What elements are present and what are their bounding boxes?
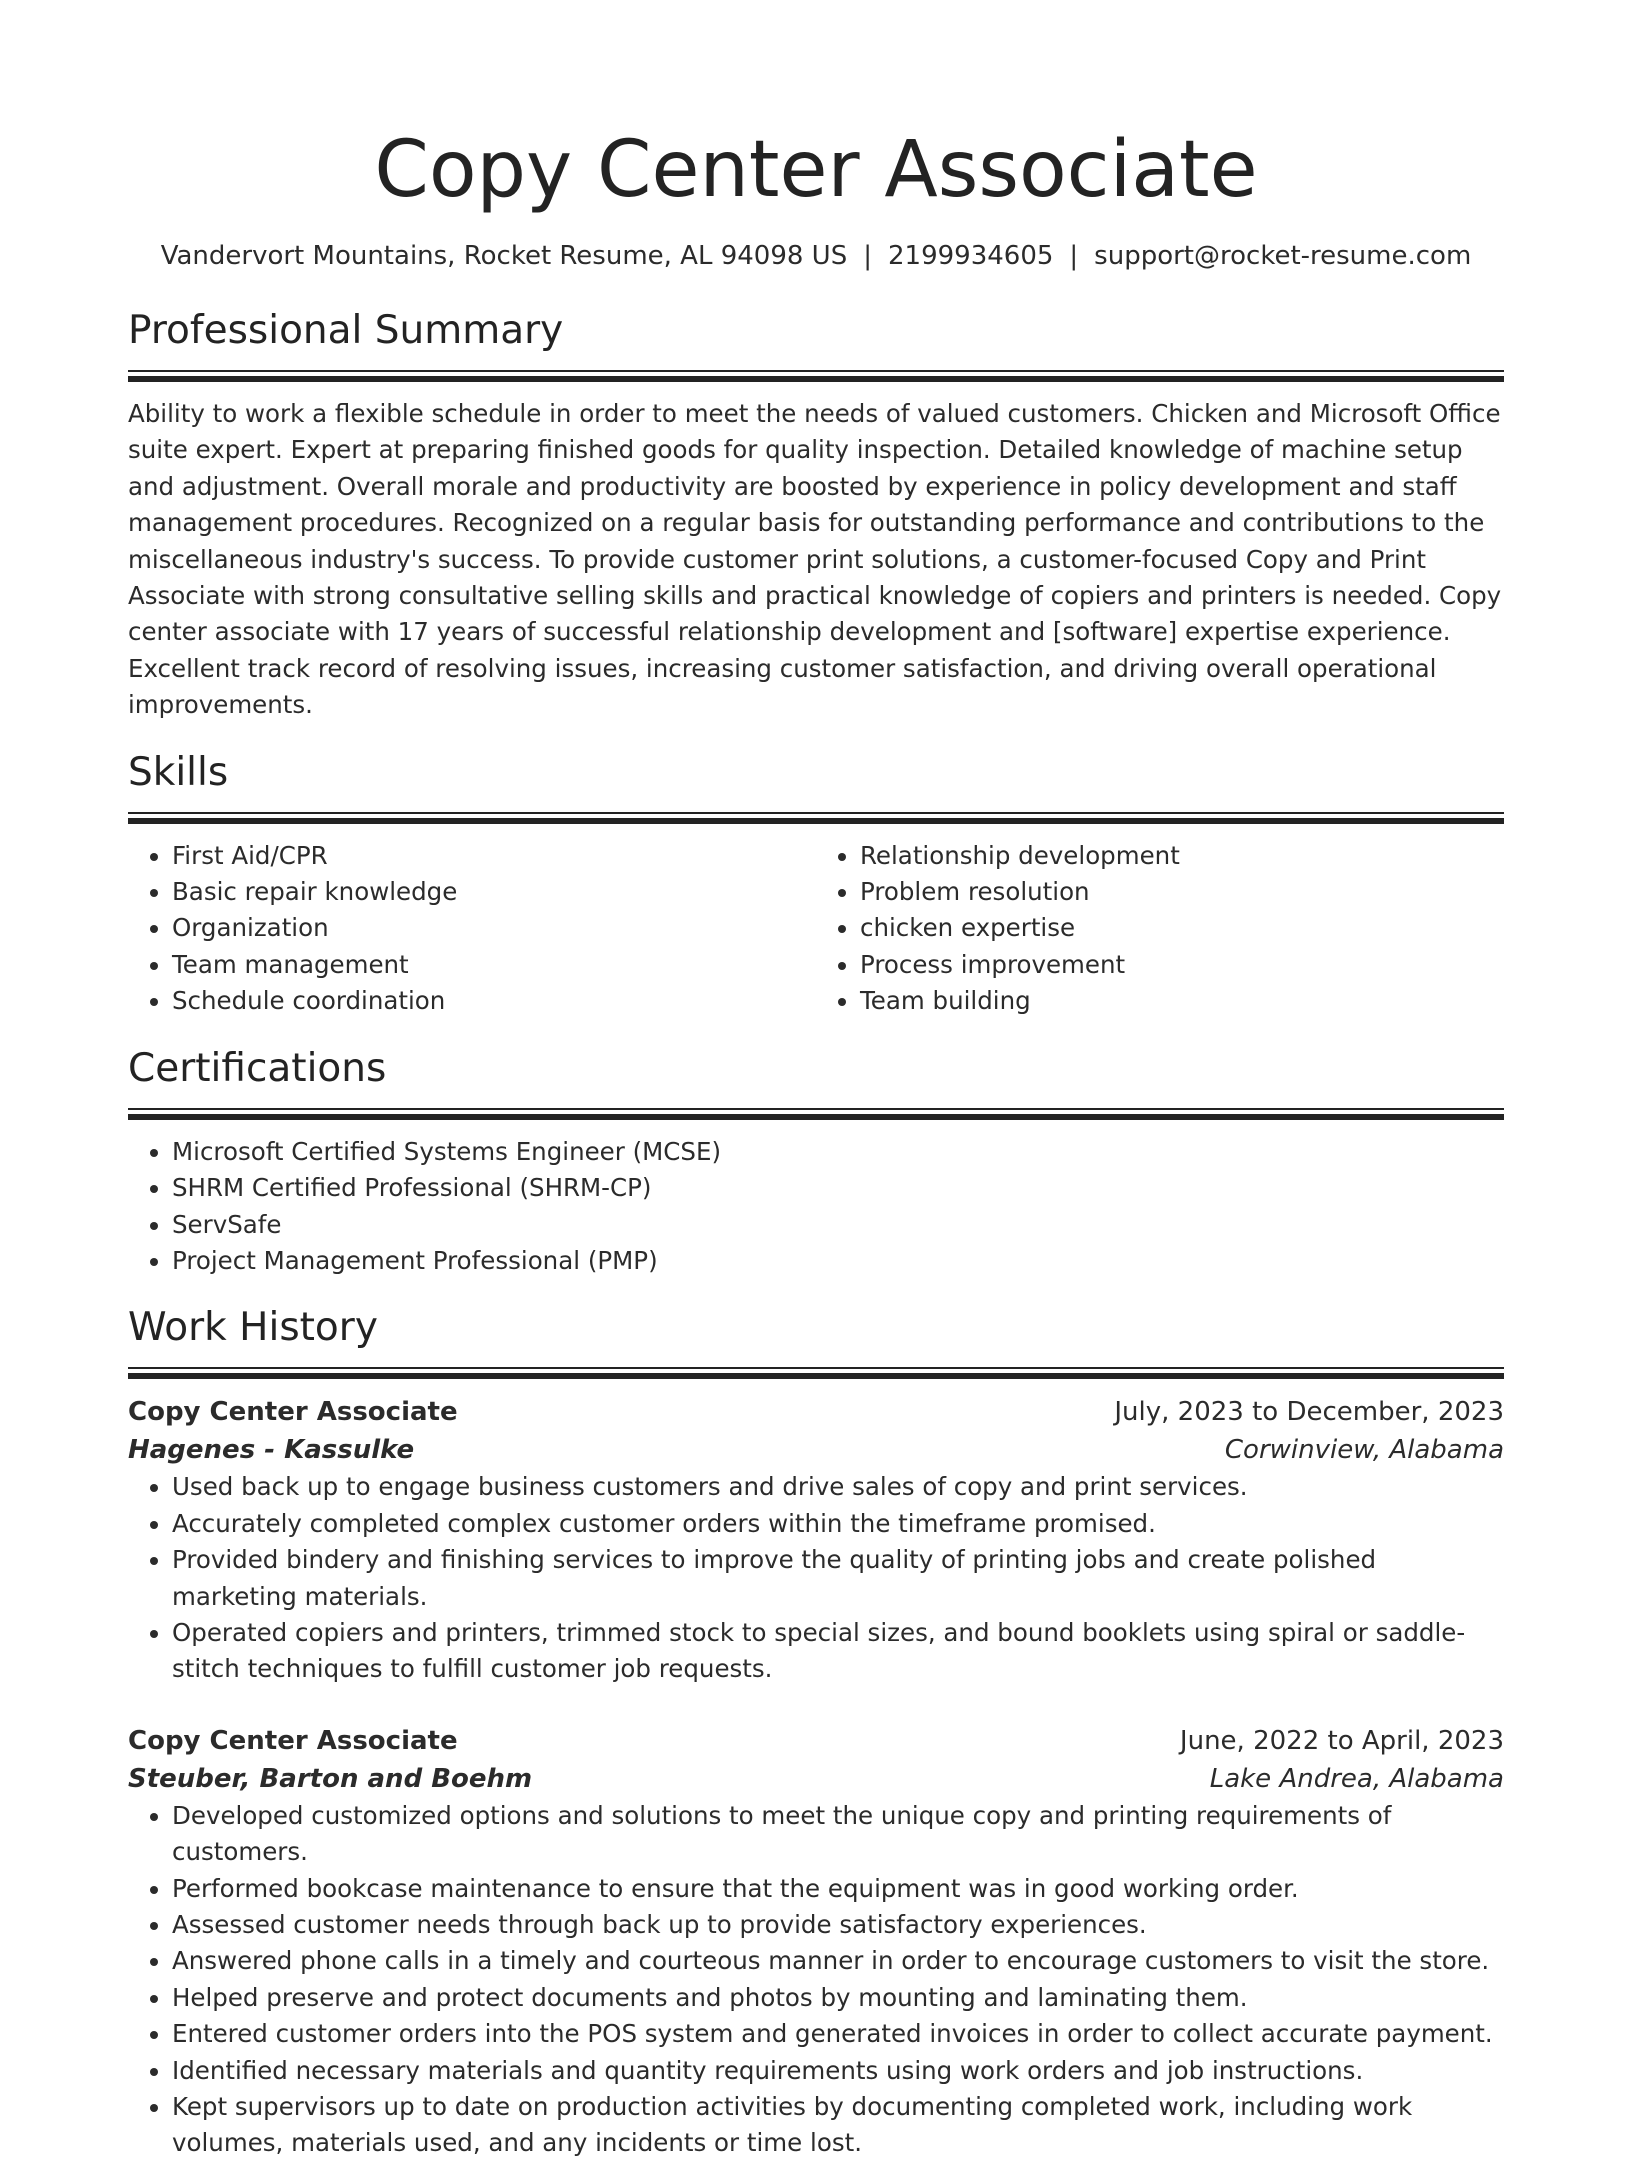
summary-text: Ability to work a flexible schedule in order to meet the needs of valued customers. Chicken and Microsoft Office suite expert. Expert at preparing finished goods for quality inspection. Detailed knowledge of machine setup and adjustment. Overall morale and productivity are boosted by experience in policy development and staff management procedures. Recognized on a regular basis for outstanding performance and contributions to the miscellaneous industry's success. To provide customer print solutions, a customer-focused Copy and Print Associate with strong consultative selling skills and practical knowledge of copiers and printers is needed. Copy center associate with 17 years of successful relationship development and [software] expertise experience. Excellent track record of resolving issues, increasing customer satisfaction, and driving overall operational improvements. <box>128 399 1502 720</box>
job-header-row <box>128 1722 1504 1760</box>
section-divider <box>128 370 1504 382</box>
work-history-section <box>128 1303 1504 2162</box>
skill-item: • First Aid/CPR <box>172 838 816 874</box>
skills-section <box>128 748 1504 1020</box>
job-bullets <box>128 1469 1504 1687</box>
certification-item: • ServSafe <box>172 1207 1504 1243</box>
job-bullet: • Used back up to engage business customers and drive sales of copy and print services. <box>172 1469 1504 1505</box>
job-title: Copy Center Associate <box>128 1725 458 1756</box>
skill-item: • Team management <box>172 947 816 983</box>
summary-section <box>128 306 1504 724</box>
certification-item: • Microsoft Certified Systems Engineer (MCSE) <box>172 1134 1504 1170</box>
job-bullet: • Helped preserve and protect documents and photos by mounting and laminating them. <box>172 1980 1504 2016</box>
section-divider <box>128 1367 1504 1379</box>
contact-separator: | <box>863 241 872 271</box>
job-header-row <box>128 1393 1504 1431</box>
skill-item: • Schedule coordination <box>172 983 816 1019</box>
job-entry <box>128 1722 1504 2162</box>
job-bullet: • Kept supervisors up to date on production activities by documenting completed work, including work volumes, materials used, and any incidents or time lost. <box>172 2089 1504 2162</box>
job-bullet: • Developed customized options and solutions to meet the unique copy and printing requirements of customers. <box>172 1798 1504 1871</box>
job-bullets <box>128 1798 1504 2162</box>
job-location: Corwinview, Alabama <box>1224 1435 1504 1466</box>
section-divider <box>128 812 1504 824</box>
job-bullet: • Operated copiers and printers, trimmed stock to special sizes, and bound booklets using spiral or saddle-stitch techniques to fulfill customer job requests. <box>172 1615 1504 1688</box>
job-entry <box>128 1393 1504 1687</box>
skill-item: • chicken expertise <box>860 910 1504 946</box>
job-company-row <box>128 1760 1504 1798</box>
skills-grid <box>128 838 1504 1020</box>
contact-address: Vandervort Mountains, Rocket Resume, AL 94098 US <box>160 241 848 271</box>
job-title: Copy Center Associate <box>128 1397 458 1428</box>
skill-item: • Team building <box>860 983 1504 1019</box>
resume-page <box>128 0 1504 2162</box>
job-dates: June, 2022 to April, 2023 <box>1179 1725 1504 1756</box>
section-title-certifications: Certifications <box>128 1045 387 1091</box>
skill-item: • Organization <box>172 910 816 946</box>
contact-separator: | <box>1069 241 1079 271</box>
contact-phone: 2199934605 <box>887 241 1054 271</box>
job-bullet: • Identified necessary materials and quantity requirements using work orders and job instructions. <box>172 2053 1504 2089</box>
skills-list-left <box>128 838 816 1020</box>
resume-name: Copy Center Associate <box>374 125 1258 215</box>
job-bullet: • Provided bindery and finishing services to improve the quality of printing jobs and create polished marketing materials. <box>172 1542 1504 1615</box>
job-location: Lake Andrea, Alabama <box>1209 1763 1504 1794</box>
job-bullet: • Accurately completed complex customer orders within the timeframe promised. <box>172 1506 1504 1542</box>
section-title-work-history: Work History <box>128 1305 378 1351</box>
section-divider <box>128 1108 1504 1120</box>
job-dates: July, 2023 to December, 2023 <box>1114 1397 1504 1428</box>
skills-list-right <box>816 838 1504 1020</box>
job-bullet: • Performed bookcase maintenance to ensure that the equipment was in good working order. <box>172 1871 1504 1907</box>
job-company: Hagenes - Kassulke <box>128 1435 415 1466</box>
certifications-section <box>128 1044 1504 1280</box>
job-company-row <box>128 1431 1504 1469</box>
certification-item: • SHRM Certified Professional (SHRM-CP) <box>172 1170 1504 1206</box>
certification-item: • Project Management Professional (PMP) <box>172 1243 1504 1279</box>
job-bullet: • Answered phone calls in a timely and courteous manner in order to encourage customers to visit the store. <box>172 1943 1504 1979</box>
job-bullet: • Entered customer orders into the POS system and generated invoices in order to collect accurate payment. <box>172 2016 1504 2052</box>
skill-item: • Basic repair knowledge <box>172 874 816 910</box>
certifications-list <box>128 1134 1504 1280</box>
skill-item: • Problem resolution <box>860 874 1504 910</box>
job-bullet: • Assessed customer needs through back up to provide satisfactory experiences. <box>172 1907 1504 1943</box>
section-title-skills: Skills <box>128 749 229 795</box>
job-company: Steuber, Barton and Boehm <box>128 1763 533 1794</box>
skill-item: • Process improvement <box>860 947 1504 983</box>
skill-item: • Relationship development <box>860 838 1504 874</box>
section-title-summary: Professional Summary <box>128 308 564 353</box>
contact-email: support@rocket-resume.com <box>1094 241 1472 271</box>
contact-line <box>128 238 1504 274</box>
